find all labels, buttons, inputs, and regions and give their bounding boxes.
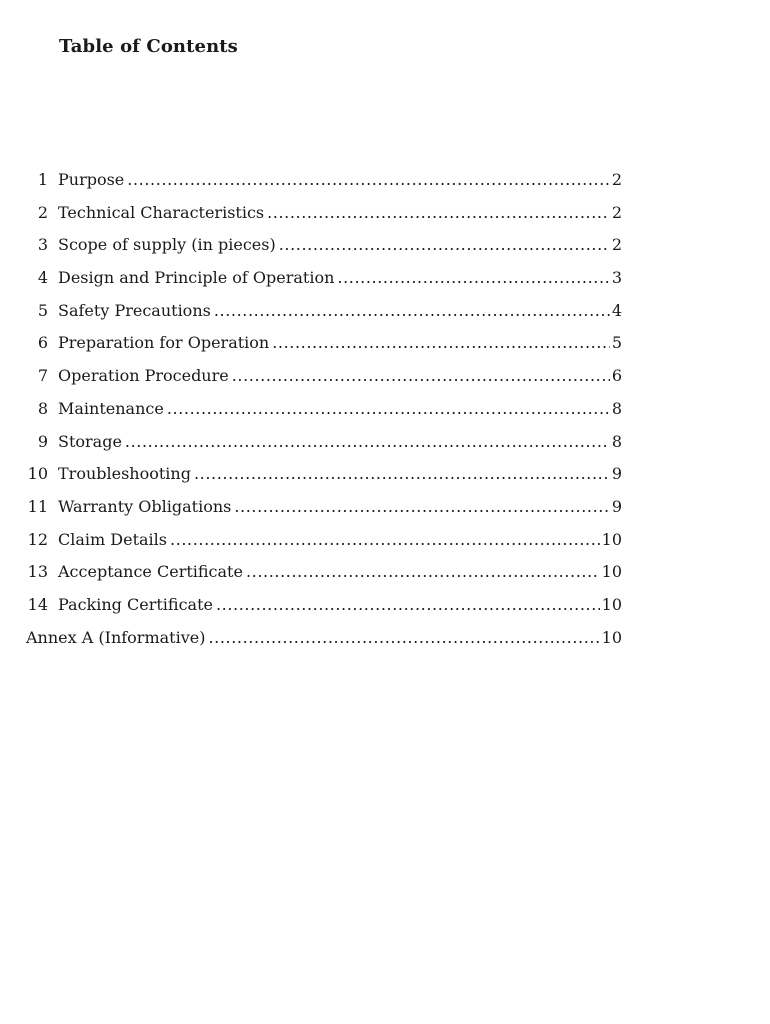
toc-entry-label: Acceptance Certificate <box>58 562 243 582</box>
toc-entry-number: 4 <box>37 268 48 288</box>
toc-entry-page-number: 10 <box>601 594 622 614</box>
toc-entry[interactable] <box>26 624 622 657</box>
toc-entry-label: Warranty Obligations <box>58 496 232 516</box>
toc-dot-leader <box>272 329 610 357</box>
toc-entry-number: 6 <box>37 333 48 353</box>
toc-entry-page-number: 4 <box>611 300 622 320</box>
toc-entry-number: 2 <box>37 202 48 222</box>
toc-entry-number: 5 <box>37 300 48 320</box>
toc-dot-leader <box>232 362 610 390</box>
toc-dot-leader <box>127 166 610 194</box>
toc-entry-number: 7 <box>37 366 48 386</box>
toc-entry-label: Maintenance <box>58 398 164 418</box>
toc-entry[interactable] <box>26 460 622 493</box>
toc-dot-leader <box>194 460 610 488</box>
toc-entry-page-number: 2 <box>611 235 622 255</box>
toc-entry-page-number: 8 <box>611 431 622 451</box>
toc-list <box>26 166 622 656</box>
toc-dot-leader <box>208 624 599 652</box>
toc-entry-page-number: 5 <box>611 333 622 353</box>
toc-entry[interactable] <box>26 166 622 199</box>
toc-entry-label: Packing Certificate <box>58 594 213 614</box>
toc-entry-page-number: 3 <box>611 268 622 288</box>
toc-entry[interactable] <box>26 558 622 591</box>
toc-entry-page-number: 9 <box>611 464 622 484</box>
toc-entry-page-number: 10 <box>601 562 622 582</box>
toc-entry-label: Operation Procedure <box>58 366 229 386</box>
toc-dot-leader <box>246 558 600 586</box>
toc-entry-label: Annex A (Informative) <box>26 627 206 647</box>
toc-entry-number: 9 <box>37 431 48 451</box>
toc-dot-leader <box>214 297 610 325</box>
toc-entry-label: Troubleshooting <box>58 464 191 484</box>
toc-entry-label: Scope of supply (in pieces) <box>58 235 276 255</box>
toc-entry-number: 11 <box>27 496 48 516</box>
toc-entry-page-number: 2 <box>611 202 622 222</box>
toc-entry-number: 3 <box>37 235 48 255</box>
toc-dot-leader <box>167 395 610 423</box>
toc-dot-leader <box>337 264 609 292</box>
toc-entry-label: Design and Principle of Operation <box>58 268 335 288</box>
toc-entry[interactable] <box>26 362 622 395</box>
toc-dot-leader <box>279 231 610 259</box>
toc-title: Table of Contents <box>59 36 238 57</box>
toc-entry-label: Technical Characteristics <box>58 202 265 222</box>
toc-dot-leader <box>170 526 600 554</box>
toc-entry[interactable] <box>26 428 622 461</box>
toc-dot-leader <box>125 428 610 456</box>
toc-entry[interactable] <box>26 395 622 428</box>
toc-entry-label: Safety Precautions <box>58 300 211 320</box>
toc-entry[interactable] <box>26 329 622 362</box>
toc-entry-page-number: 9 <box>611 496 622 516</box>
toc-entry-label: Claim Details <box>58 529 167 549</box>
toc-entry-page-number: 10 <box>601 627 622 647</box>
toc-entry-page-number: 2 <box>611 170 622 189</box>
toc-dot-leader <box>216 591 600 619</box>
toc-entry[interactable] <box>26 526 622 559</box>
toc-entry-page-number: 10 <box>601 529 622 549</box>
toc-entry-number: 14 <box>27 594 48 614</box>
toc-entry[interactable] <box>26 297 622 330</box>
toc-entry[interactable] <box>26 199 622 232</box>
toc-entry-page-number: 6 <box>611 366 622 386</box>
toc-entry[interactable] <box>26 591 622 624</box>
toc-entry-number: 8 <box>37 398 48 418</box>
toc-entry-number: 1 <box>37 170 48 189</box>
toc-entry-page-number: 8 <box>611 398 622 418</box>
toc-entry-label: Preparation for Operation <box>58 333 270 353</box>
toc-entry-number: 10 <box>27 464 48 484</box>
toc-entry-label: Storage <box>58 431 122 451</box>
toc-entry[interactable] <box>26 493 622 526</box>
toc-entry-number: 12 <box>27 529 48 549</box>
toc-entry[interactable] <box>26 264 622 297</box>
toc-entry-number: 13 <box>27 562 48 582</box>
toc-entry-label: Purpose <box>58 170 125 189</box>
toc-dot-leader <box>234 493 609 521</box>
toc-dot-leader <box>267 199 610 227</box>
toc-entry[interactable] <box>26 231 622 264</box>
